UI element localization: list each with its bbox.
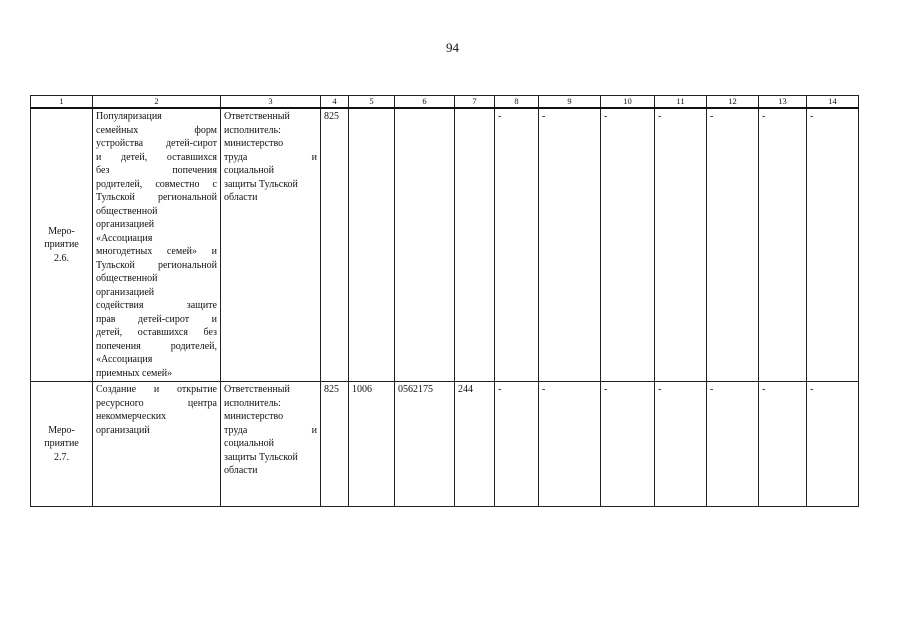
column-number: 1 bbox=[31, 96, 93, 109]
measure-description bbox=[93, 108, 221, 382]
description-line: Популяризация bbox=[96, 111, 162, 122]
description-line: и детей, оставшихся bbox=[96, 151, 217, 163]
cell-col-7 bbox=[455, 108, 495, 382]
description-line: общественной bbox=[96, 273, 158, 284]
column-number: 9 bbox=[539, 96, 601, 109]
executor-line: исполнитель: bbox=[224, 124, 281, 136]
measure-label-line: приятие bbox=[44, 239, 79, 251]
cell-col-12: - bbox=[707, 382, 759, 507]
description-line: организацией bbox=[96, 219, 155, 230]
description-line: Создание и открытие bbox=[96, 384, 217, 395]
executor-line: защиты Тульской bbox=[224, 451, 298, 463]
column-number: 5 bbox=[349, 96, 395, 109]
cell-col-13: - bbox=[759, 382, 807, 507]
cell-col-10: - bbox=[601, 382, 655, 507]
description-line: родителей, совместно с bbox=[96, 178, 217, 190]
executor-line: труда и bbox=[224, 151, 317, 163]
cell-col-8: - bbox=[495, 382, 539, 507]
budget-table bbox=[30, 95, 859, 507]
description-line: ресурсного центра bbox=[96, 397, 217, 409]
description-line: семейных форм bbox=[96, 124, 217, 136]
column-number: 4 bbox=[321, 96, 349, 109]
executor-line: области bbox=[224, 465, 258, 476]
column-number-row bbox=[31, 96, 859, 109]
column-number: 8 bbox=[495, 96, 539, 109]
description-line: организаций bbox=[96, 424, 150, 436]
executor-line: министерство bbox=[224, 138, 284, 149]
table-row-measure-2-7 bbox=[31, 382, 859, 507]
responsible-executor bbox=[221, 382, 321, 507]
executor-line: Ответственный bbox=[224, 384, 290, 395]
cell-col-11: - bbox=[655, 382, 707, 507]
executor-line: области bbox=[224, 192, 258, 203]
measure-label-line: Меро- bbox=[48, 424, 75, 436]
column-number: 14 bbox=[807, 96, 859, 109]
column-number: 7 bbox=[455, 96, 495, 109]
description-line: устройства детей-сирот bbox=[96, 138, 217, 149]
description-line: содействия защите bbox=[96, 300, 217, 311]
executor-line: Ответственный bbox=[224, 111, 290, 122]
measure-label-line: Меро- bbox=[48, 225, 75, 237]
executor-line: защиты Тульской bbox=[224, 178, 298, 190]
description-line: многодетных семей» и bbox=[96, 246, 217, 257]
description-line: приемных семей» bbox=[96, 367, 173, 379]
cell-col-10: - bbox=[601, 108, 655, 382]
measure-label-line: 2.6. bbox=[54, 252, 69, 264]
description-line: без попечения bbox=[96, 165, 217, 176]
page-number: 94 bbox=[446, 40, 459, 55]
description-line: прав детей-сирот и bbox=[96, 313, 217, 325]
description-line: Тульской региональной bbox=[96, 259, 217, 271]
table-row-measure-2-6 bbox=[31, 108, 859, 382]
executor-line: социальной bbox=[224, 165, 274, 176]
description-line: попечения родителей, bbox=[96, 340, 217, 352]
description-line: «Ассоциация bbox=[96, 232, 153, 244]
cell-col-7: 244 bbox=[455, 382, 495, 507]
description-line: некоммерческих bbox=[96, 411, 167, 422]
cell-col-14: - bbox=[807, 382, 859, 507]
cell-col-8: - bbox=[495, 108, 539, 382]
column-number: 6 bbox=[395, 96, 455, 109]
executor-line: социальной bbox=[224, 438, 274, 449]
column-number: 11 bbox=[655, 96, 707, 109]
cell-col-11: - bbox=[655, 108, 707, 382]
column-number: 10 bbox=[601, 96, 655, 109]
executor-line: исполнитель: bbox=[224, 397, 281, 409]
description-line: общественной bbox=[96, 205, 158, 217]
cell-col-4: 825 bbox=[321, 108, 349, 382]
cell-col-9: - bbox=[539, 382, 601, 507]
cell-col-6 bbox=[395, 108, 455, 382]
measure-label bbox=[31, 382, 93, 507]
description-line: организацией bbox=[96, 286, 155, 298]
cell-col-12: - bbox=[707, 108, 759, 382]
cell-col-6: 0562175 bbox=[395, 382, 455, 507]
executor-line: министерство bbox=[224, 411, 284, 422]
column-number: 13 bbox=[759, 96, 807, 109]
cell-col-5: 1006 bbox=[349, 382, 395, 507]
cell-col-9: - bbox=[539, 108, 601, 382]
measure-label-line: приятие bbox=[44, 438, 79, 450]
column-number: 3 bbox=[221, 96, 321, 109]
description-line: «Ассоциация bbox=[96, 354, 153, 365]
executor-line: труда и bbox=[224, 424, 317, 436]
column-number: 12 bbox=[707, 96, 759, 109]
cell-col-13: - bbox=[759, 108, 807, 382]
responsible-executor bbox=[221, 108, 321, 382]
measure-description bbox=[93, 382, 221, 507]
cell-col-14: - bbox=[807, 108, 859, 382]
cell-col-4: 825 bbox=[321, 382, 349, 507]
measure-label bbox=[31, 108, 93, 382]
description-line: детей, оставшихся без bbox=[96, 327, 217, 338]
description-line: Тульской региональной bbox=[96, 192, 217, 203]
cell-col-5 bbox=[349, 108, 395, 382]
column-number: 2 bbox=[93, 96, 221, 109]
measure-label-line: 2.7. bbox=[54, 451, 69, 463]
